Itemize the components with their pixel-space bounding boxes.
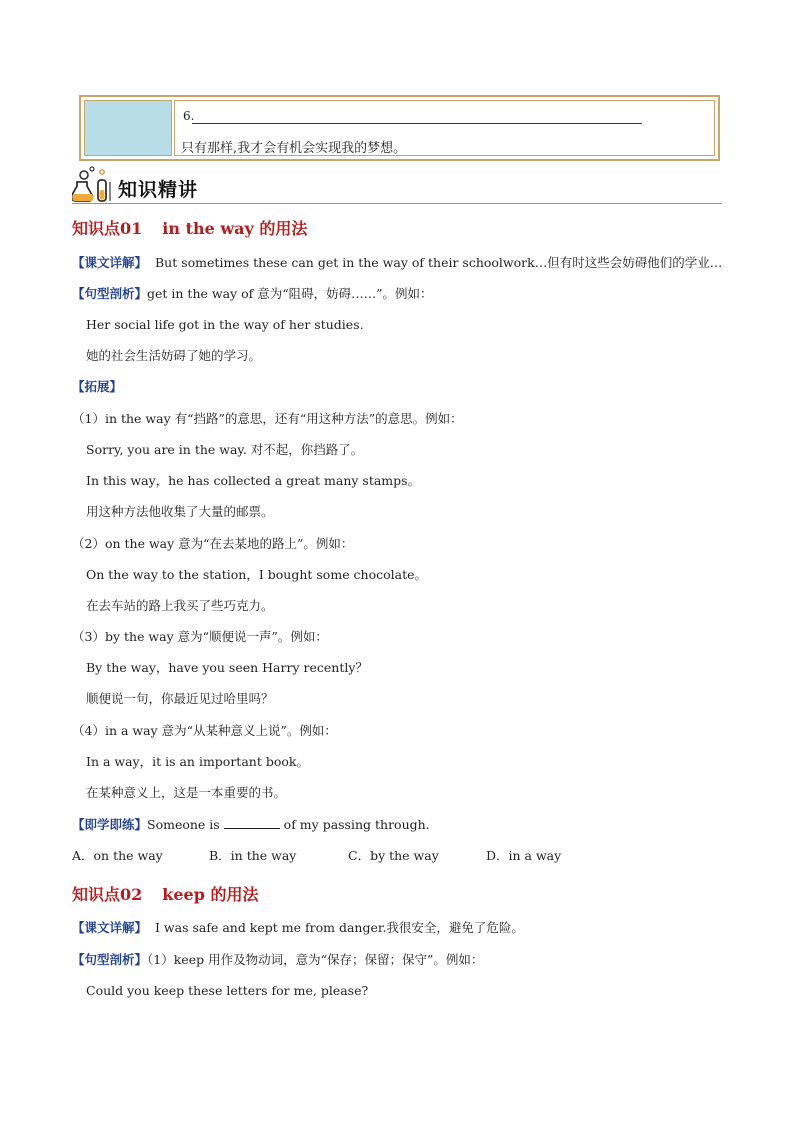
kp1-item4-example2: 在某种意义上，这是一本重要的书。: [86, 785, 287, 800]
kp1-practice: [72, 816, 430, 833]
kp1-item2-example1: On the way to the station，I bought some chocolate。: [86, 567, 428, 582]
kp2-example-en: Could you keep these letters for me, please?: [86, 983, 369, 998]
kp1-analysis: [72, 286, 432, 302]
chinese-sentence: 只有那样,我才会有机会实现我的梦想。: [181, 141, 407, 156]
kp1-practice-blank[interactable]: [224, 816, 280, 829]
kp1-item1: （1）in the way 有“挡路”的意思，还有“用这种方法”的意思。例如：: [72, 411, 463, 426]
kp1-label: 知识点01: [72, 219, 143, 238]
kp2-heading: [72, 882, 259, 905]
kp1-detail-tag: 【课文详解】: [72, 255, 148, 270]
kp1-expand-tag: 【拓展】: [72, 379, 123, 394]
kp2-title: keep 的用法: [162, 885, 259, 904]
kp1-detail-text: But sometimes these can get in the way of their schoolwork…但有时这些会妨碍他们的学业…: [155, 255, 723, 270]
kp1-practice-tag: 【即学即练】: [72, 817, 148, 832]
answer-blank-line: [192, 123, 642, 124]
kp1-expand: [72, 379, 122, 395]
kp1-practice-after: of my passing through.: [279, 817, 430, 832]
table-label-cell: [84, 100, 172, 156]
kp1-item3-example2: 顺便说一句，你最近见过哈里吗？: [86, 691, 274, 706]
kp1-detail: [72, 255, 722, 271]
section-title: 知识精讲: [118, 179, 199, 201]
kp1-option-d[interactable]: D．in a way: [486, 848, 562, 863]
kp1-analysis-text: get in the way of 意为“阻碍，妨碍……”。例如：: [147, 286, 433, 301]
kp1-analysis-tag: 【句型剖析】: [72, 286, 148, 301]
kp1-example-cn: 她的社会生活妨碍了她的学习。: [86, 348, 262, 363]
kp1-title: in the way 的用法: [162, 219, 308, 238]
section-divider: [72, 203, 722, 204]
section-heading: [72, 166, 722, 206]
kp1-item1-example3: 用这种方法他收集了大量的邮票。: [86, 504, 274, 519]
kp1-item4-example1: In a way，it is an important book。: [86, 754, 309, 769]
question-number: 6.: [183, 109, 195, 123]
translation-table: [79, 95, 720, 161]
kp2-detail: [72, 920, 524, 936]
kp1-option-c[interactable]: C．by the way: [348, 848, 439, 863]
kp1-item2-example2: 在去车站的路上我买了些巧克力。: [86, 598, 274, 613]
kp2-analysis-tag: 【句型剖析】: [72, 952, 148, 967]
kp1-item1-example1: Sorry, you are in the way. 对不起，你挡路了。: [86, 442, 364, 457]
table-content-cell: [174, 100, 715, 156]
kp1-item1-example2: In this way，he has collected a great many stamps。: [86, 473, 421, 488]
kp2-analysis-text: （1）keep 用作及物动词，意为“保存；保留；保守”。例如：: [147, 952, 484, 967]
kp1-option-a[interactable]: A．on the way: [72, 848, 163, 863]
kp2-label: 知识点02: [72, 885, 143, 904]
kp1-heading: [72, 216, 307, 239]
kp1-example-en: Her social life got in the way of her studies.: [86, 317, 364, 332]
kp2-detail-tag: 【课文详解】: [72, 920, 148, 935]
kp2-analysis: [72, 952, 483, 968]
kp1-item3-example1: By the way，have you seen Harry recently？: [86, 660, 368, 675]
kp1-item2: （2）on the way 意为“在去某地的路上”。例如：: [72, 536, 354, 551]
kp1-item4: （4）in a way 意为“从某种意义上说”。例如：: [72, 723, 337, 738]
kp1-option-b[interactable]: B．in the way: [209, 848, 297, 863]
kp1-practice-before: Someone is: [147, 817, 224, 832]
kp2-detail-text: I was safe and kept me from danger.我很安全，避免了危险。: [155, 920, 524, 935]
kp1-item3: （3）by the way 意为“顺便说一声”。例如：: [72, 629, 328, 644]
lab-flask-icon: [72, 166, 112, 208]
